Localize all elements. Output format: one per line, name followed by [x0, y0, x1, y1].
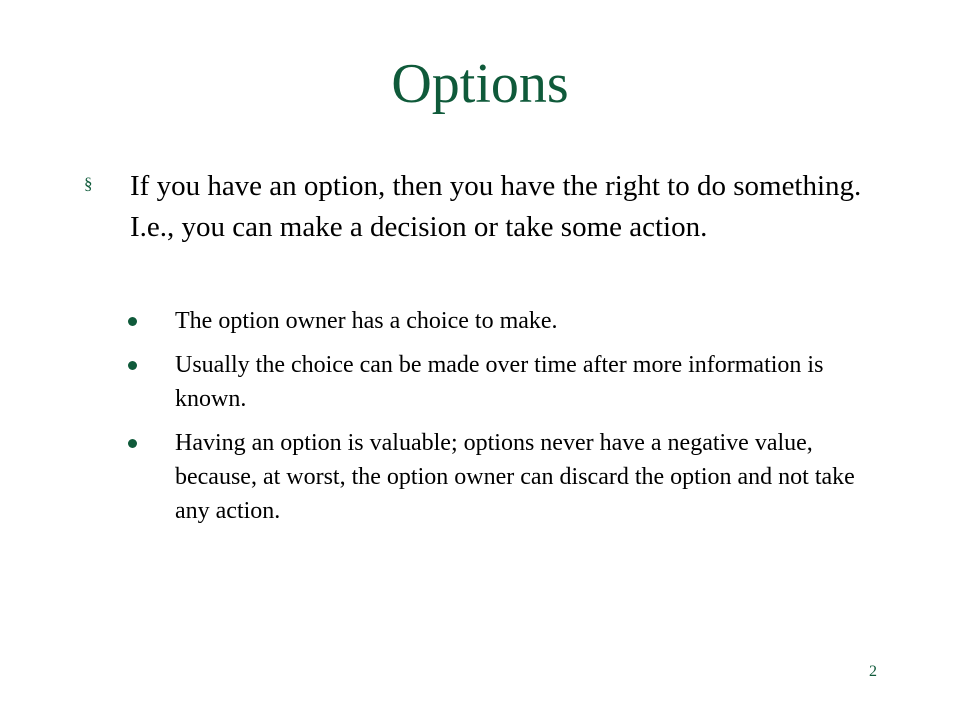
- round-bullet-icon: [128, 439, 137, 448]
- slide-title: Options: [391, 53, 569, 115]
- sub-bullet-text: Having an option is valuable; options never have a negative value, because, at worst, the option owner can discard the option and not take any action.: [175, 430, 855, 524]
- sub-bullet-text: The option owner has a choice to make.: [175, 308, 558, 334]
- sub-bullet-text: Usually the choice can be made over time after more information is known.: [175, 352, 824, 412]
- page-number: 2: [869, 663, 877, 680]
- round-bullet-icon: [128, 317, 137, 326]
- sub-bullet-item: [128, 348, 868, 416]
- section-bullet-icon: §: [84, 174, 93, 193]
- round-bullet-icon: [128, 361, 137, 370]
- main-bullet: [84, 166, 864, 248]
- sub-bullet-list: [128, 304, 868, 538]
- sub-bullet-item: [128, 304, 868, 338]
- main-bullet-text: If you have an option, then you have the right to do something. I.e., you can make a decision or take some action.: [130, 170, 862, 243]
- sub-bullet-item: [128, 426, 868, 528]
